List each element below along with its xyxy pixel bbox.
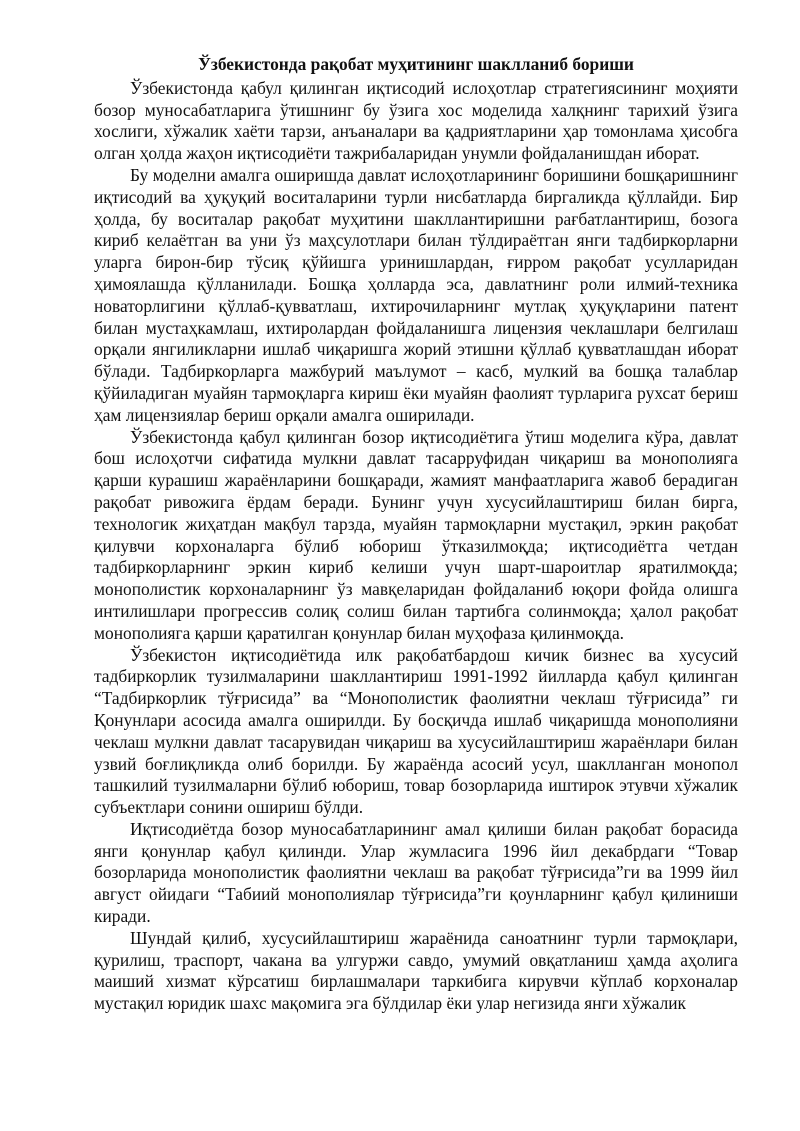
paragraph-5: Иқтисодиётда бозор муносабатларининг амал қилиши билан рақобат борасида янги қонунлар қабул қилинди. Улар жумласига 1996 йил декабрдаги “Товар бозорларида монополистик фаолиятни чеклаш ва рақобат тўғрисида”ги ва 1999 йил август ойидаги “Табиий монополиялар тўғрисида”ги қоунларнинг қабул қилиниши киради. [94,818,738,927]
paragraph-1: Ўзбекистонда қабул қилинган иқтисодий ислоҳотлар стратегиясининг моҳияти бозор муносабатларига ўтишнинг бу ўзига хос моделида халқнинг тарихий ўзига хослиги, хўжалик хаёти тарзи, анъаналари ва қадриятларини ҳар томонлама ҳисобга олган ҳолда жаҳон иқтисодиёти тажрибаларидан унумли фойдаланишдан иборат. [94,77,738,164]
document-page [94,54,738,1015]
paragraph-2: Бу моделни амалга оширишда давлат ислоҳотларининг боришини бошқаришнинг иқтисодий ва ҳуқуқий воситаларини турли нисбатларда биргаликда қўллайди. Бир ҳолда, бу воситалар рақобат муҳитини шакллантиришни рағбатлантириш, бозога кириб келаётган ва уни ўз маҳсулотлари билан тўлдираётган янги тадбиркорларни уларга бирон-бир тўсиқ қўйишга уринишлардан, ғирром рақобат усулларидан ҳимоялашда қўлланилади. Бошқа ҳолларда эса, давлатнинг роли илмий-техника новаторлигини қўллаб-қувватлаш, ихтирочиларнинг мутлақ ҳуқуқларини патент билан мустаҳкамлаш, ихтиролардан фойдаланишга лицензия чеклашлари белгилаш орқали янгиликларни ишлаб чиқаришга жорий этишни қўллаб қувватлашдан иборат бўлади. Тадбиркорларга мажбурий маълумот – касб, мулкий ва бошқа талаблар қўйиладиган муайян тармоқларга кириш ёки муайян фаолият турларига рухсат бериш ҳам лицензиялар бериш орқали амалга оширилади. [94,164,738,425]
paragraph-3: Ўзбекистонда қабул қилинган бозор иқтисодиётига ўтиш моделига кўра, давлат бош ислоҳотчи сифатида мулкни давлат тасарруфидан чиқариш ва монополияга қарши курашиш жараёнларини бошқаради, жамият манфаатларига жавоб берадиган рақобат ривожига ёрдам беради. Бунинг учун хусусийлаштириш билан бирга, технологик жиҳатдан мақбул тарзда, муайян тармоқларни мустақил, эркин рақобат қилувчи корхоналарга бўлиб юбориш ўтказилмоқда; иқтисодиётга четдан тадбиркорларнинг эркин кириб келиши учун шарт-шароитлар яратилмоқда; монополистик корхоналарнинг ўз мавқеларидан фойдаланиб юқори фойда олишга интилишлари прогрессив солиқ солиш билан тартибга солинмоқда; ҳалол рақобат монополияга қарши қаратилган қонунлар билан муҳофаза қилинмоқда. [94,426,738,643]
document-title: Ўзбекистонда рақобат муҳитининг шаклланиб бориши [198,54,634,74]
paragraph-6: Шундай қилиб, хусусийлаштириш жараёнида саноатнинг турли тармоқлари, қурилиш, траспорт, чакана ва улгуржи савдо, умумий овқатланиш ҳамда аҳолига маиший хизмат кўрсатиш бирлашмалари таркибига кирувчи кўплаб корхоналар мустақил юридик шахс мақомига эга бўлдилар ёки улар негизида янги хўжалик [94,927,738,1014]
paragraph-4: Ўзбекистон иқтисодиётида илк рақобатбардош кичик бизнес ва хусусий тадбиркорлик тузилмаларини шакллантириш 1991-1992 йилларда қабул қилинган “Тадбиркорлик тўғрисида” ва “Монополистик фаолиятни чеклаш тўғрисида” ги Қонунлари асосида амалга оширилди. Бу босқичда ишлаб чиқаришда монополияни чеклаш мулкни давлат тасарувидан чиқариш ва хусусийлаштириш жараёнлари билан узвий боғлиқликда олиб борилди. Бу жараёнда асосий усул, шаклланган монопол ташкилий тузилмаларни бўлиб юбориш, товар бозорларида иштирок этувчи хўжалик субъектлари сонини ошириш бўлди. [94,644,738,818]
